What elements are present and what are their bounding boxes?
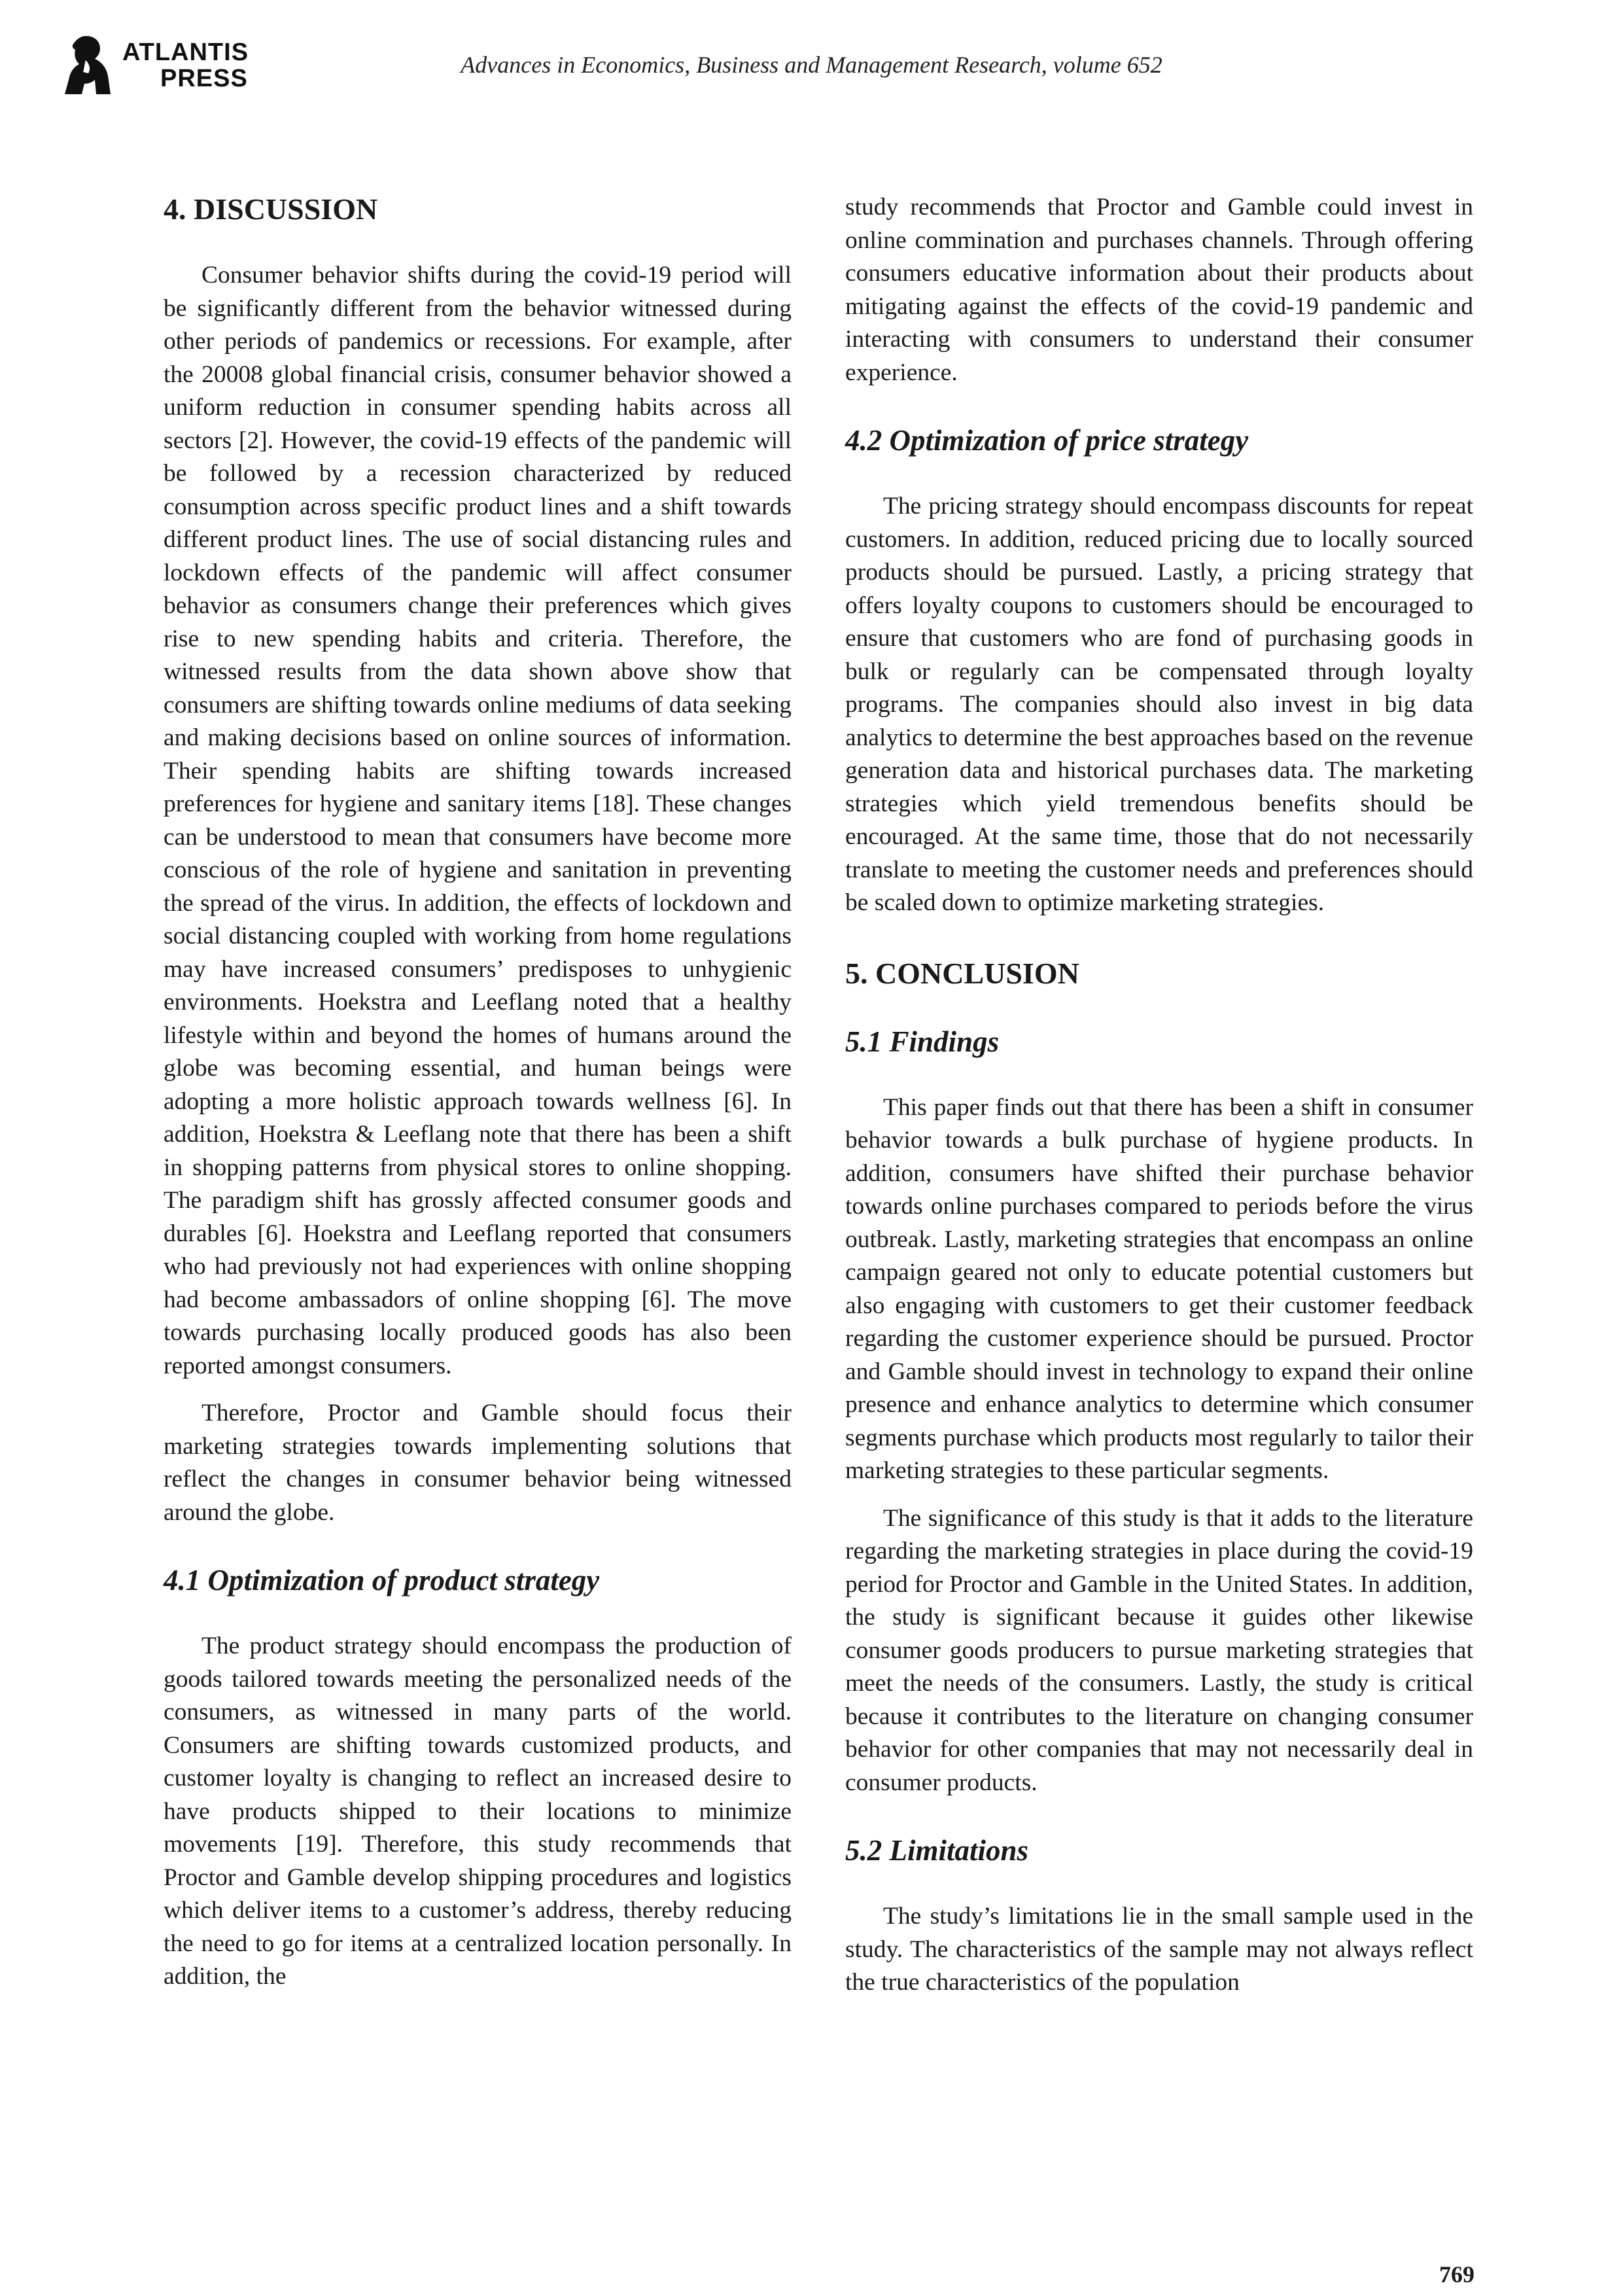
product-strategy-paragraph: The product strategy should encompass the production of goods tailored towards meeting the personalized needs of the consumers, as witnessed in many parts of the world. Consumers are shifting towards customized products, and customer loyalty is changing to reflect an increased desire to have products shipped to their locations to minimize movements [19]. Therefore, this study recommends that Proctor and Gamble develop shipping procedures and logistics which deliver items to a customer’s address, thereby reducing the need to go for items at a centralized location personally. In addition, the — [164, 1633, 792, 1990]
logo-line-1: ATLANTIS — [122, 39, 249, 66]
subsection-heading-limitations: 5.2 Limitations — [845, 1834, 1029, 1867]
subsection-heading-findings: 5.1 Findings — [845, 1025, 1000, 1058]
limitations-paragraph: The study’s limitations lie in the small sample used in the study. The characteristics of the sample may not always reflect the true characteristics of the population — [845, 1903, 1473, 1996]
product-strategy-continuation: study recommends that Proctor and Gamble could invest in online commination and purchases channels. Through offering consumers educative information about their products about mitigating against the effects of the covid-19 pandemic and interacting with consumers to understand their consumer experience. — [845, 194, 1473, 386]
logo-line-2: PRESS — [160, 65, 248, 92]
discussion-paragraph-1: Consumer behavior shifts during the covid-19 period will be significantly different from the behavior witnessed during other periods of pandemics or recessions. For example, after the 20008 global financial crisis, consumer behavior showed a uniform reduction in consumer spending habits across all sectors [2]. However, the covid-19 effects of the pandemic will be followed by a recession characterized by reduced consumption across specific product lines and a shift towards different product lines. The use of social distancing rules and lockdown effects of the pandemic will affect consumer behavior as consumers change their preferences which gives rise to new spending habits and criteria. Therefore, the witnessed results from the data shown above show that consumers are shifting towards online mediums of data seeking and making decisions based on online sources of information. Their spending habits are shifting towards increased preferences for hygiene and sanitary items [18]. These changes can be understood to mean that consumers have become more conscious of the role of hygiene and sanitation in preventing the spread of the virus. In addition, the effects of lockdown and social distancing coupled with working from home regulations may have increased consumers’ predisposes to unhygienic environments. Hoekstra and Leeflang noted that a healthy lifestyle within and beyond the homes of humans around the globe was becoming essential, and human beings were adopting a more holistic approach towards wellness [6]. In addition, Hoekstra & Leeflang note that there has been a shift in shopping patterns from physical stores to online shopping. The paradigm shift has grossly affected consumer goods and durables [6]. Hoekstra and Leeflang reported that consumers who had previously not had experiences with online shopping had become ambassadors of online shopping [6]. The move towards purchasing locally produced goods has also been reported amongst consumers. — [164, 262, 792, 1379]
journal-title: Advances in Economics, Business and Management Research, volume 652 — [461, 52, 1162, 78]
discussion-paragraph-2: Therefore, Proctor and Gamble should focus their marketing strategies towards implementing solutions that reflect the changes in consumer behavior being witnessed around the globe. — [164, 1400, 792, 1526]
page-number: 769 — [1439, 2261, 1475, 2287]
section-heading-discussion: 4. DISCUSSION — [164, 192, 378, 226]
subsection-heading-price-strategy: 4.2 Optimization of price strategy — [845, 424, 1249, 457]
findings-paragraph-1: This paper finds out that there has been a shift in consumer behavior towards a bulk purchase of hygiene products. In addition, consumers have shifted their purchase behavior towards online purchases compared to periods before the virus outbreak. Lastly, marketing strategies that encompass an online campaign geared not only to educate potential customers but also engaging with customers to get their customer feedback regarding the customer experience should be pursued. Proctor and Gamble should invest in technology to expand their online presence and enhance analytics to determine which consumer segments purchase which products most regularly to tailor their marketing strategies to these particular segments. — [845, 1093, 1473, 1484]
page-header — [0, 0, 1623, 118]
findings-paragraph-2: The significance of this study is that it adds to the literature regarding the marketing strategies in place during the covid-19 period for Proctor and Gamble in the United States. In addition, the study is significant because it guides other likewise consumer goods producers to pursue marketing strategies that meet the needs of the consumers. Lastly, the study is critical because it contributes to the literature on changing consumer behavior for other companies that may not necessarily deal in consumer products. — [845, 1504, 1473, 1796]
left-column — [164, 191, 792, 2008]
price-strategy-paragraph: The pricing strategy should encompass discounts for repeat customers. In addition, reduced pricing due to locally sourced products should be pursued. Lastly, a pricing strategy that offers loyalty coupons to customers should be encouraged to ensure that customers who are fond of purchasing goods in bulk or regularly can be compensated through loyalty programs. The companies should also invest in big data analytics to determine the best approaches based on the revenue generation data and historical purchases data. The marketing strategies which yield tremendous benefits should be encouraged. At the same time, those that do not necessarily translate to meeting the customer needs and preferences should be scaled down to optimize marketing strategies. — [845, 493, 1473, 916]
subsection-heading-product-strategy: 4.1 Optimization of product strategy — [164, 1564, 600, 1597]
right-column — [845, 191, 1473, 2014]
section-heading-conclusion: 5. CONCLUSION — [845, 956, 1079, 990]
